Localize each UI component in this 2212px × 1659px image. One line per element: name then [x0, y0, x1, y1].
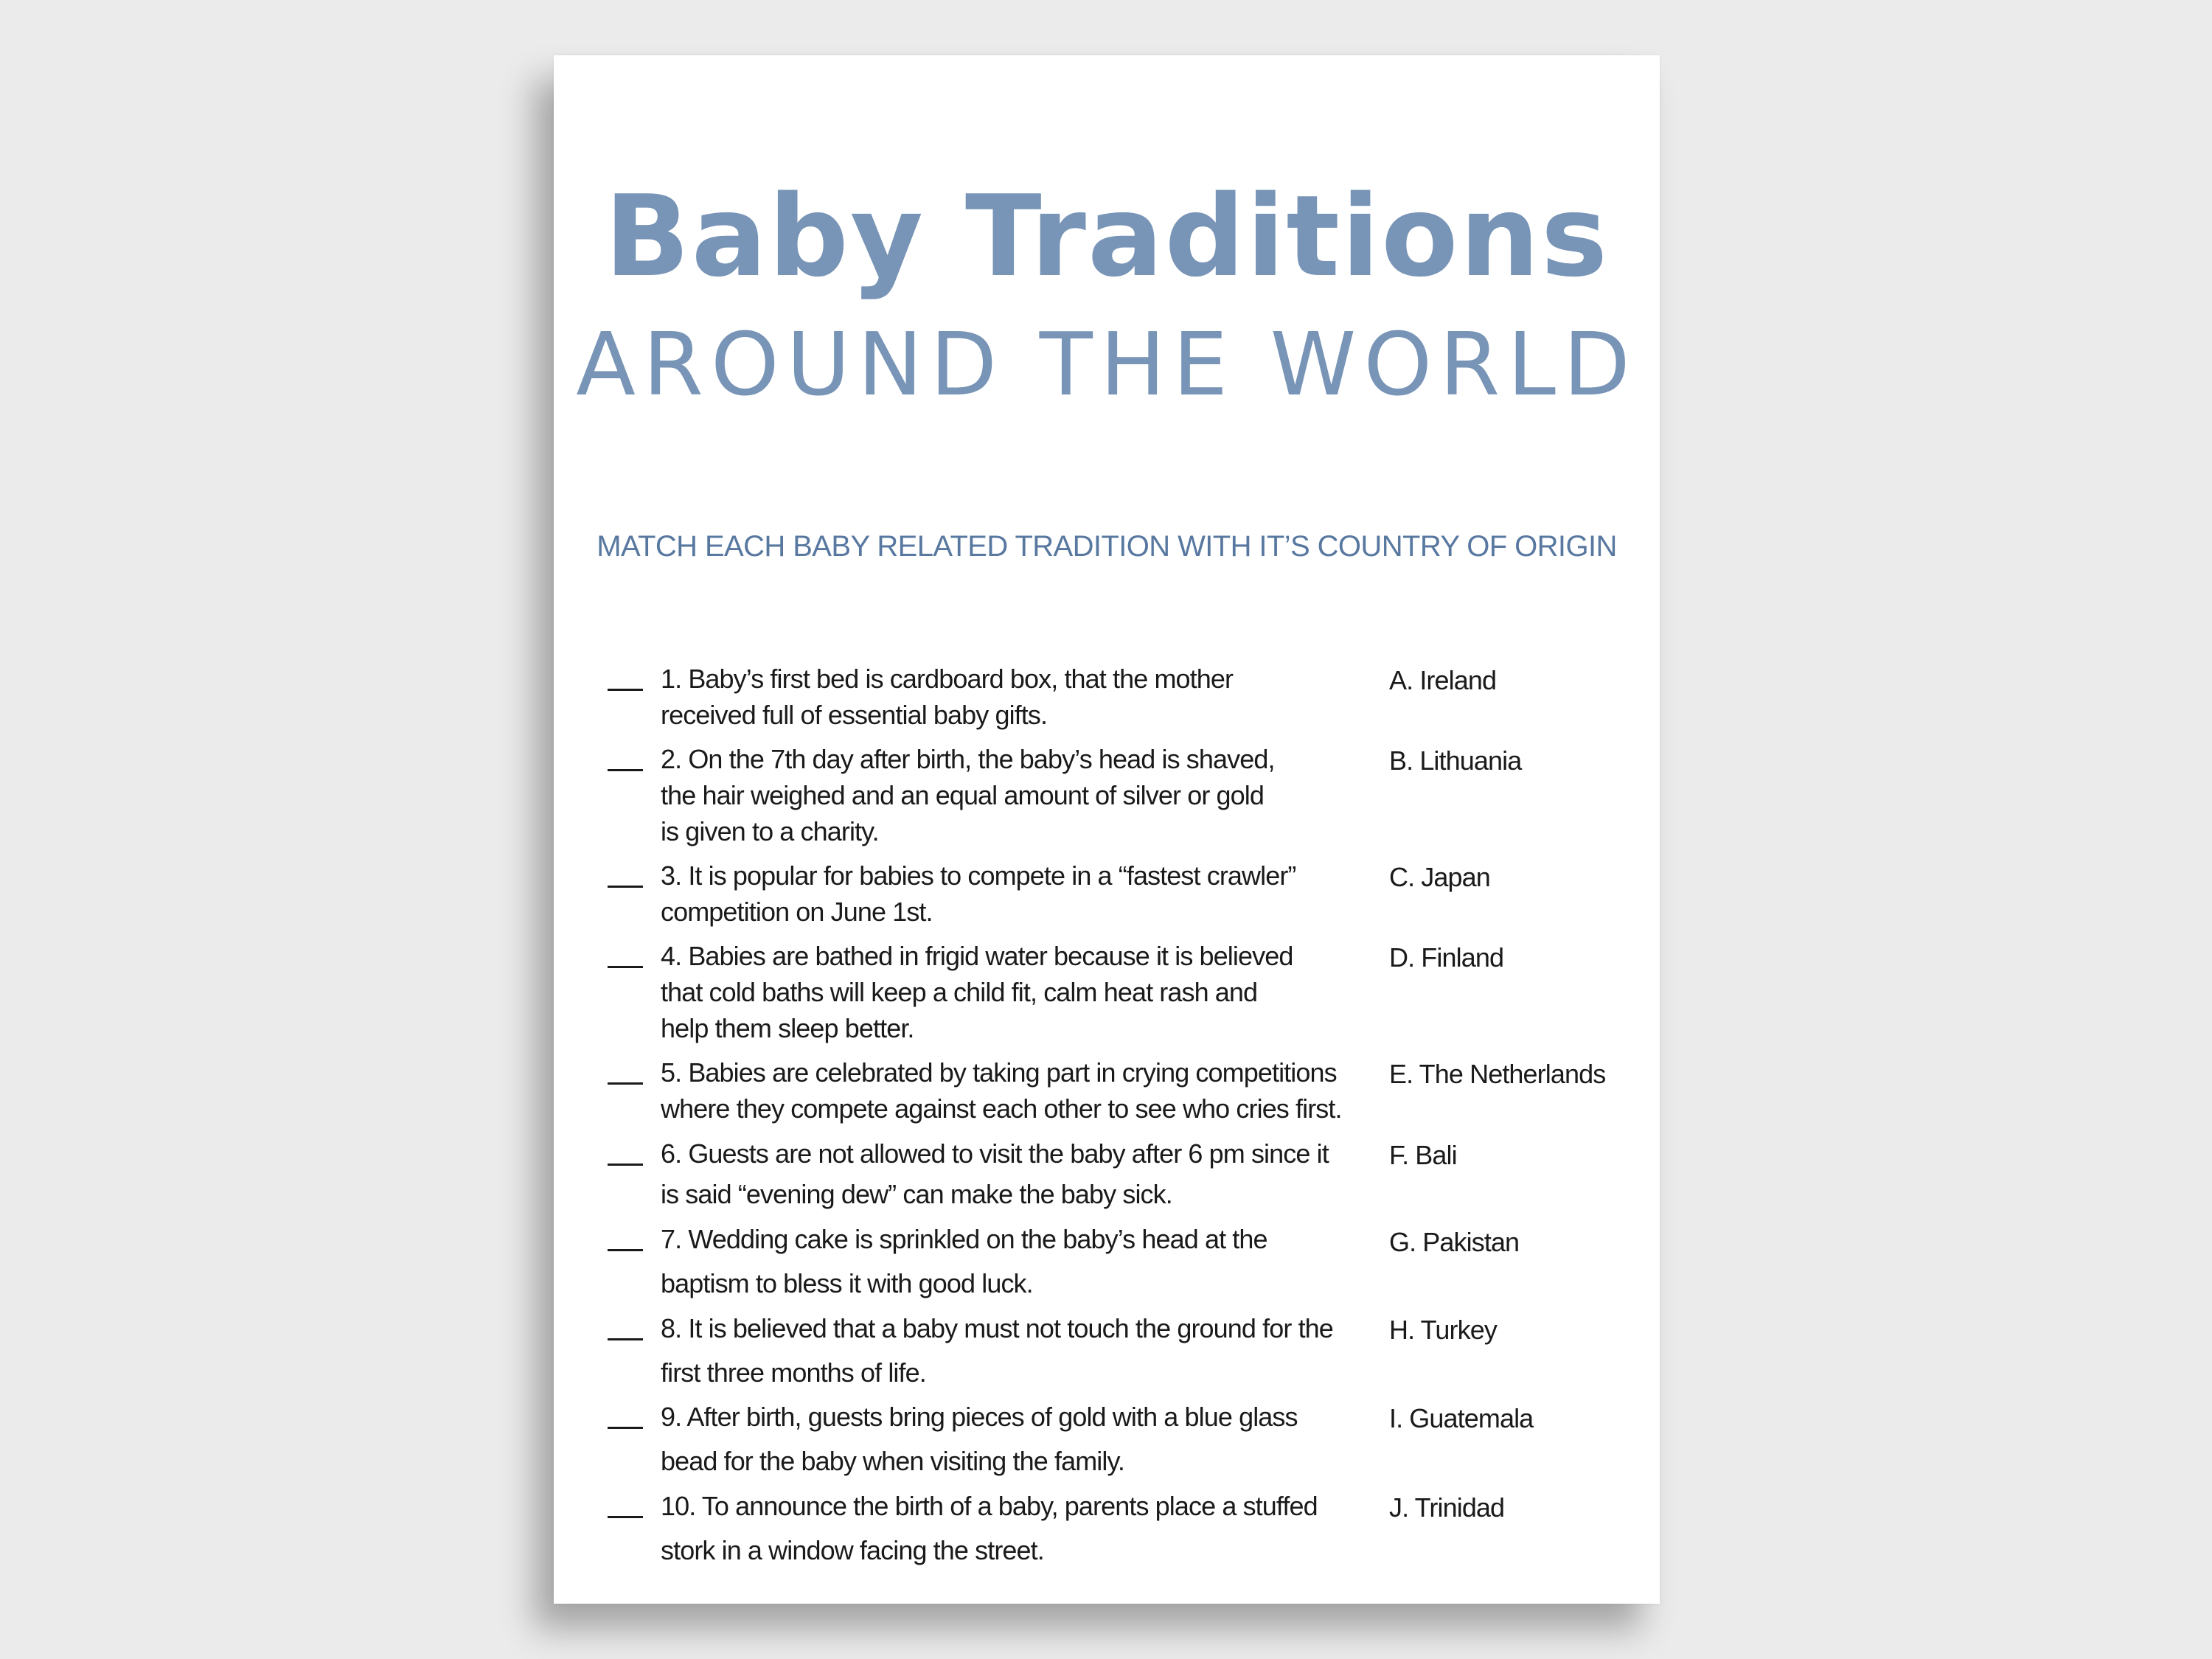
- answer-blank[interactable]: [608, 849, 643, 888]
- answer-blank[interactable]: [608, 1127, 643, 1166]
- worksheet-page: [554, 55, 1660, 1604]
- answer-option: E. The Netherlands: [1389, 1059, 1606, 1089]
- question-text-line: 6. Guests are not allowed to visit the baby after 6 pm since it: [661, 1138, 1329, 1169]
- answer-option: C. Japan: [1389, 862, 1490, 892]
- question-text-line: the hair weighed and an equal amount of silver or gold: [661, 780, 1264, 810]
- question-text-line: first three months of life.: [661, 1357, 926, 1388]
- question-text-line: is given to a charity.: [661, 816, 879, 846]
- answer-blank[interactable]: [608, 733, 643, 771]
- question-text-line: baptism to bless it with good luck.: [661, 1268, 1033, 1298]
- question-text-line: 8. It is believed that a baby must not touch the ground for the: [661, 1313, 1333, 1343]
- question-text-line: received full of essential baby gifts.: [661, 700, 1048, 730]
- question-text-line: 1. Baby’s first bed is cardboard box, that the mother: [661, 664, 1234, 694]
- question-text-line: 5. Babies are celebrated by taking part in crying competitions: [661, 1057, 1337, 1088]
- answer-blank[interactable]: [608, 1391, 643, 1429]
- answer-blank[interactable]: [608, 1302, 643, 1340]
- title-line-1: Baby Traditions: [604, 171, 1610, 302]
- question-text-line: that cold baths will keep a child fit, calm heat rash and: [661, 977, 1258, 1007]
- question-text-line: 3. It is popular for babies to compete in a “fastest crawler”: [661, 860, 1296, 891]
- question-text-line: 9. After birth, guests bring pieces of gold with a blue glass: [661, 1402, 1298, 1432]
- answer-option: F. Bali: [1389, 1140, 1457, 1170]
- answer-blank[interactable]: [608, 1213, 643, 1251]
- question-text-line: bead for the baby when visiting the family.: [661, 1446, 1125, 1476]
- answer-option: A. Ireland: [1389, 665, 1497, 695]
- question-text-line: 4. Babies are bathed in frigid water because it is believed: [661, 941, 1293, 971]
- question-text-line: 10. To announce the birth of a baby, parents place a stuffed: [661, 1491, 1318, 1521]
- answer-blank[interactable]: [608, 653, 643, 691]
- question-text-line: 7. Wedding cake is sprinkled on the baby’s head at the: [661, 1224, 1267, 1254]
- question-text-line: where they compete against each other to see who cries first.: [661, 1093, 1342, 1124]
- answer-blank[interactable]: [608, 1046, 643, 1085]
- question-text-line: help them sleep better.: [661, 1013, 914, 1043]
- question-text-line: 2. On the 7th day after birth, the baby’s head is shaved,: [661, 744, 1275, 774]
- answer-blank[interactable]: [608, 1480, 643, 1518]
- answer-option: H. Turkey: [1389, 1315, 1497, 1345]
- answer-option: J. Trinidad: [1389, 1492, 1505, 1523]
- instructions: MATCH EACH BABY RELATED TRADITION WITH IT’S COUNTRY OF ORIGIN: [597, 530, 1617, 563]
- answer-option: B. Lithuania: [1389, 745, 1522, 776]
- question-text-line: is said “evening dew” can make the baby sick.: [661, 1179, 1172, 1209]
- answer-option: I. Guatemala: [1389, 1403, 1534, 1433]
- answer-option: D. Finland: [1389, 942, 1504, 973]
- question-text-line: stork in a window facing the street.: [661, 1535, 1044, 1565]
- answer-blank[interactable]: [608, 930, 643, 968]
- question-text-line: competition on June 1st.: [661, 897, 933, 927]
- answer-option: G. Pakistan: [1389, 1227, 1520, 1257]
- title-line-2: AROUND THE WORLD: [576, 313, 1638, 415]
